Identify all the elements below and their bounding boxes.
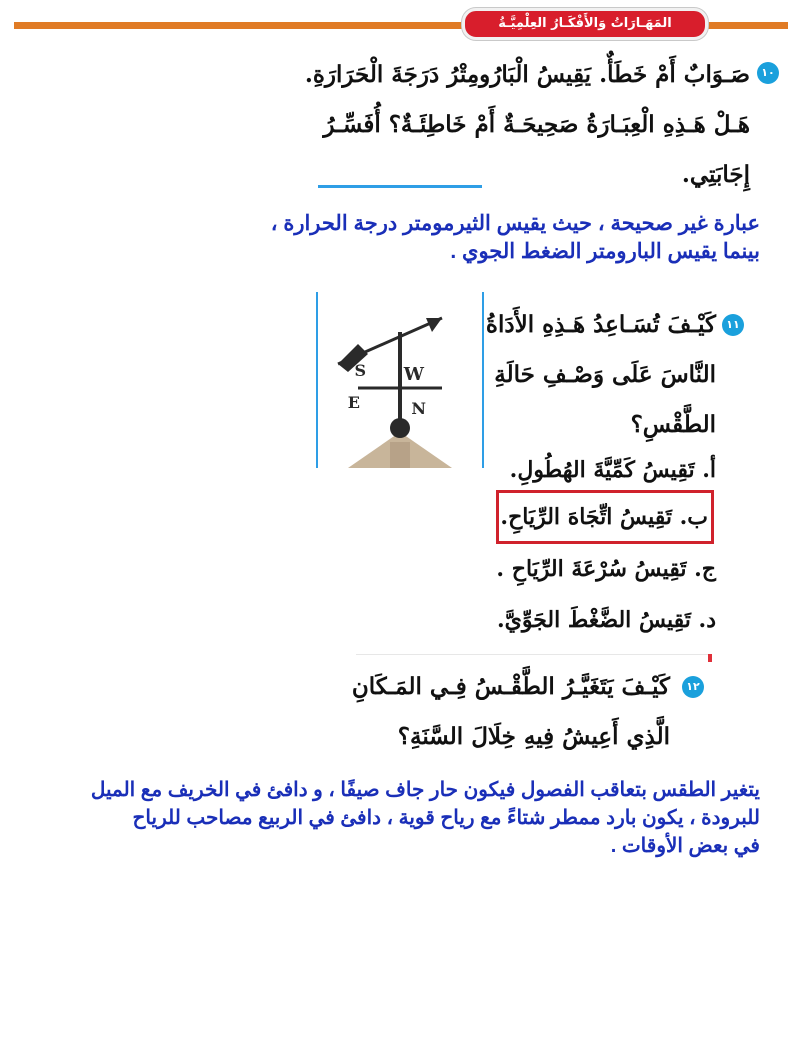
- q10-statement: يَقِيسُ الْبَارُومِتْرُ دَرَجَةَ الْحَرَارَةِ.: [304, 61, 592, 88]
- q12-answer-line3: في بعض الأوقات .: [610, 835, 760, 857]
- q12-answer-line1: يتغير الطقس بتعاقب الفصول فيكون حار جاف صيفًا ، و دافئ في الخريف مع الميل: [90, 779, 760, 801]
- option-b: ب. تَقِيسُ اتِّجَاهَ الرِّيَاحِ.: [500, 504, 708, 530]
- question-number-10: ١٠: [757, 62, 779, 84]
- vane-letter-e: E: [347, 393, 360, 412]
- section-title: المَهَـارَاتُ وَالأَفْكَـارُ العِلْمِيَّـةُ: [462, 8, 708, 40]
- option-d: د. تَقِيسُ الضَّغْطَ الجَوِّيَّ.: [496, 607, 716, 633]
- red-marker: [708, 654, 712, 662]
- option-a: أ. تَقِيسُ كَمِّيَّةَ الهُطُولِ.: [509, 457, 716, 483]
- q10-line3: إِجَابَتِي.: [681, 161, 750, 188]
- option-c: ج. تَقِيسُ سُرْعَةَ الرِّيَاحِ .: [496, 556, 716, 582]
- q10-lead: صَـوَابٌ أَمْ خَطَأٌ.: [599, 61, 750, 88]
- q11-line1: كَيْـفَ تُسَـاعِدُ هَـذِهِ الأَدَاةُ: [485, 311, 716, 338]
- q12-answer-line2: للبرودة ، يكون بارد ممطر شتاءً مع رياح قوية ، دافئ في الربيع مصاحب للرياح: [132, 807, 760, 829]
- q10-answer-line1: عبارة غير صحيحة ، حيث يقيس الثيرمومتر درجة الحرارة ،: [270, 212, 760, 235]
- q10-answer-line2: بينما يقيس البارومتر الضغط الجوي .: [450, 240, 760, 263]
- roof-post: [390, 442, 410, 468]
- vane-letter-w: W: [403, 364, 424, 385]
- q10-line1: [290, 50, 750, 100]
- q11-line3: الطَّقْسِ؟: [630, 411, 716, 438]
- vane-letter-n: N: [411, 399, 426, 418]
- q10-line2: هَـلْ هَـذِهِ الْعِبَـارَةُ صَحِيحَـةٌ أَمْ خَاطِئَـةٌ؟ أُفَسِّـرُ: [323, 111, 750, 138]
- question-number-11: ١١: [722, 314, 744, 336]
- answer-line: [318, 185, 482, 188]
- question-number-12: ١٢: [682, 676, 704, 698]
- q12-line2: الَّذِي أَعِيشُ فِيهِ خِلَالَ السَّنَةِ؟: [397, 723, 670, 750]
- vane-letter-s: S: [354, 361, 366, 380]
- q12-line1: كَيْـفَ يَتَغَيَّـرُ الطَّقْـسُ فِـي المَـكَانِ: [351, 673, 670, 700]
- q11-line2: النَّاسَ عَلَى وَصْـفِ حَالَةِ: [494, 361, 716, 388]
